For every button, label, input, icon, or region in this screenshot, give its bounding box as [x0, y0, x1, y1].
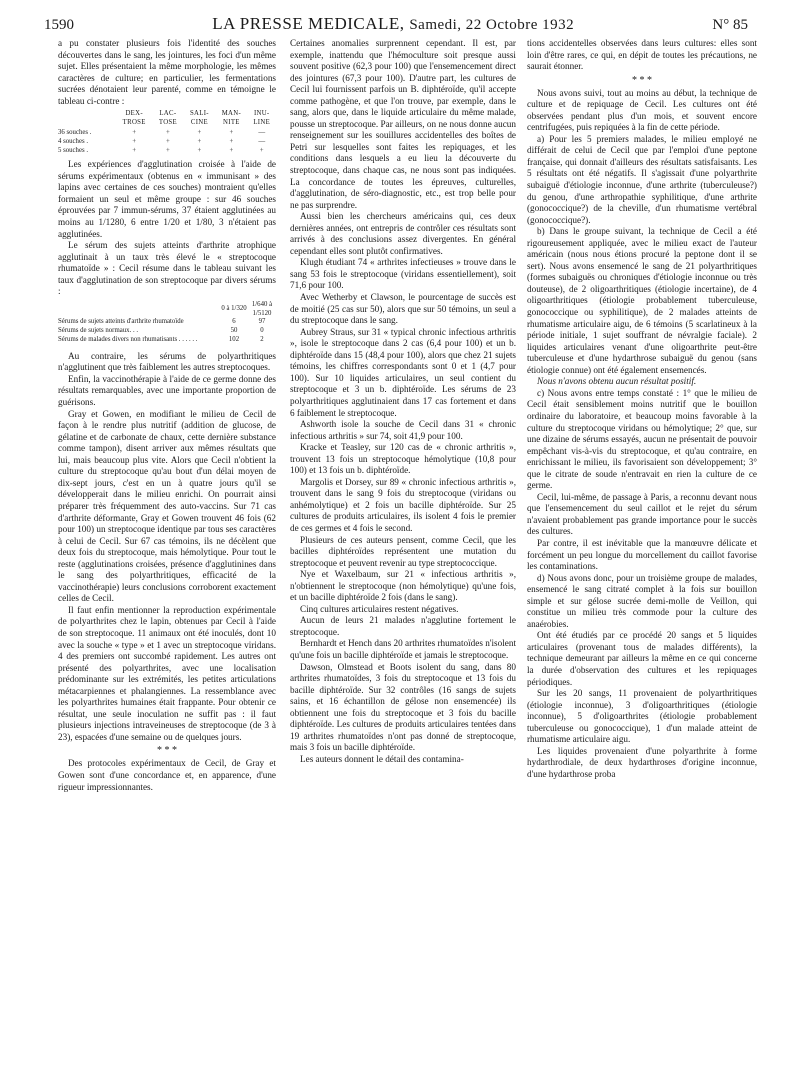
issue-number: N° 85 — [712, 17, 748, 33]
table-header-cell: DEX-TROSE — [122, 110, 146, 127]
table-row — [58, 327, 276, 336]
table-cell: 2 — [260, 336, 264, 344]
paragraph: Au contraire, les sérums de polyarthritiques n'agglutinent que très faiblement les autres streptocoques. — [58, 350, 276, 373]
table-cell: + — [229, 128, 234, 136]
paragraph: Par contre, il est inévitable que la manœuvre délicate et forcément un peu longue du morcellement du caillot favorise les contaminations. — [527, 537, 757, 572]
agglutination-table — [58, 301, 276, 345]
paragraph: Ashworth isole la souche de Cecil dans 31 « chronic infectious arthritis » sur 74, soit 41,9 pour 100. — [290, 419, 516, 441]
table-header-cell: 1/640 à 1/5120 — [251, 300, 273, 317]
table-header-cell: LAC-TOSE — [158, 110, 177, 127]
table-cell: + — [259, 147, 264, 155]
paragraph: Les expériences d'agglutination croisée à l'aide de sérums expérimentaux (obtenus en « immunisant » des lapins avec certaines de ces souches) montraient qu'elles formaient un seul et même groupe : sur 46 souches éprouvées par 7 immun-sérums, 37 étaient agglutinées au moins au 1/1280, 6 entre 1/20 et 1/80, 3 n'étaient pas agglutinées. — [58, 159, 276, 239]
table-cell: + — [132, 147, 137, 155]
table-cell: + — [197, 137, 202, 145]
paragraph: Ont été étudiés par ce procédé 20 sangs et 5 liquides articulaires (provenant tous de malades différents), la technique demeurant par ailleurs la même en ce qui concerne la durée d'observation des cultures et les repiquages périodiques. — [527, 630, 757, 687]
table-cell: 6 — [232, 318, 236, 326]
table-cell: + — [132, 137, 137, 145]
issue-date: Samedi, 22 Octobre 1932 — [409, 17, 575, 33]
row-label: Sérums de malades divers non rhumatisants . . . . . . — [58, 336, 198, 344]
paragraph: Enfin, la vaccinothérapie à l'aide de ce germe donne des résultats remarquables, avec une importante proportion de guérisons. — [58, 373, 276, 408]
paragraph: Dawson, Olmstead et Boots isolent du sang, dans 80 arthrites rhumatoïdes, 3 fois du streptocoque et 13 fois du bacille diphtéroïde. Sur 32 contrôles (16 sangs de sujets sains, et 16 échantillon de gélose non ensemencée) ils obtiennent une fois du streptocoque et 3 fois du bacille diphtéroïde. Les cultures de produits articulaires tentées dans 19 arthrites rhumatoïdes n'ont pas donné de streptocoque, mais 3 fois un bacille diphtéroïde. — [290, 661, 516, 753]
table-cell: + — [132, 128, 137, 136]
paragraph: c) Nous avons entre temps constaté : 1° que le milieu de Cecil était sensiblement moins nutritif que le bouillon ordinaire du laboratoire, et beaucoup moins favorable à la culture du streptocoque viridans ou hémolytique; 2° que, sur une dizaine de sérums essayés, aucun ne présentait de pouvoir empêchant vis-à-vis du streptocoque, et qu'au contraire, en enrichissant le milieu, ils favorisaient son développement; 3° que le citrate de soude n'entravait en rien la culture de ce germe. — [527, 387, 757, 491]
paragraph: Des protocoles expérimentaux de Cecil, de Gray et Gowen sont d'une concordance et, en apparence, d'une rigueur impressionnantes. — [58, 758, 276, 792]
paragraph: Cinq cultures articulaires restent négatives. — [300, 603, 459, 614]
column-3 — [527, 38, 757, 780]
table-row — [58, 128, 276, 137]
paragraph: Gray et Gowen, en modifiant le milieu de Cecil de façon à le rendre plus nutritif (addition de glucose, de gélatine et de carbonate de chaux, cette dernière substance comme tampon), disent arriver aux mêmes résultats que lui, mais beaucoup plus vite. Alors que Cecil n'obtient la culture du streptocoque qu'au bout d'un délai moyen de dix-sept jours, c'est en un à quatre jours qu'il se développerait dans le milieu enrichi. On pourrait ainsi préparer très fréquemment des auto-vaccins. Sur 71 cas d'arthrite déformante, Gray et Gowen trouvent 46 fois (62 pour 100) un streptocoque identique par tous ses caractères à celui de Cecil. Sur 67 cas témoins, ils ne décèlent que deux fois du streptocoque, mais hémolytique. Pour tout le reste (agglutinations croisées, présence d'agglutinines dans le sang des polyarthritiques, efficacité de la vaccinothérapie) leurs conclusions corroborent exactement celles de Cecil. — [58, 408, 276, 604]
paragraph: Nye et Waxelbaum, sur 21 « infectious arthritis », n'obtiennent le streptocoque (non hémolytique) qu'une fois, et un bacille diphtéroïde 2 fois (dans le sang). — [290, 569, 516, 603]
table-header-cell: SALI-CINE — [189, 110, 209, 127]
table-row — [58, 137, 276, 146]
paragraph: Kracke et Teasley, sur 120 cas de « chronic arthritis », trouvent 13 fois un streptocoque hémolytique (10,8 pour 100) et 13 fois un b. diphtéroïde. — [290, 442, 516, 476]
paragraph: Nous avons suivi, tout au moins au début, la technique de culture et de repiquage de Cecil. Les cultures ont été observées pendant plus d'un mois, et souvent encore centrifugées, puis repiquées à la fin de cette période. — [527, 87, 757, 133]
paragraph: Bernhardt et Hench dans 20 arthrites rhumatoïdes n'isolent qu'une fois un bacille diphtéroïde et jamais le streptocoque. — [290, 638, 516, 660]
paragraph: Aubrey Straus, sur 31 « typical chronic infectious arthritis », isole le streptocoque dans 2 cas (6,4 pour 100) et un b. diphtéroïde dans 15 (48,4 pour 100), alors que chez 21 sujets témoins, les chiffres correspondants sont 0 et 1 (4,7 pour 100). Sur 10 liquides articulaires, un seul contient du streptocoque et 3 un b. diphtéroïde. Les sérums de 23 polyarthritiques agglutinaient dans 17 cas fortement et dans 6 faiblement le streptocoque. — [290, 326, 516, 418]
paragraph: Nous n'avons obtenu aucun résultat positif. — [537, 376, 697, 387]
paragraph: b) Dans le groupe suivant, la technique de Cecil a été rigoureusement appliquée, avec le milieu exact de l'auteur américain (nous nous étions procuré la peptone dont il se sert). Nous avons ensemencé le sang de 21 polyarthritiques (formes subaiguës ou chroniques d'étiologie inconnue ou très douteuse), de 2 oligoarthritiques (étiologie incertaine), de 4 oligoarthritiques (étiologie probablement tuberculeuse, gonococcique ou syphilitique), de 2 malades atteints de rhumatisme articulaire aigu, de 6 témoins (5 scarlatineux à la période initiale, 1 sujet souffrant de névralgie faciale). 2 liquides articulaires venant d'une oligoarthrite peut-être tuberculeuse et d'une hydarthrose subaiguë du genou (sans étiologie connue) ont été également ensemencés. — [527, 226, 757, 375]
paragraph: Cecil, lui-même, de passage à Paris, a reconnu devant nous que l'ensemencement du seul caillot et le rejet du sérum n'avaient probablement pas grande importance pour le succès des cultures. — [527, 491, 757, 537]
table-row — [58, 336, 276, 345]
table-cell: — — [258, 137, 266, 145]
row-label: Sérums de sujets normaux. . . — [58, 327, 139, 335]
row-label: 5 souches . — [58, 147, 89, 155]
column-1 — [58, 38, 276, 793]
paragraph: Les liquides provenaient d'une polyarthrite à forme hydarthrodiale, de deux hydarthroses d'origine inconnue, d'une hydarthrose proba — [527, 745, 757, 779]
section-separator: * * * — [632, 74, 652, 86]
column-2 — [290, 38, 516, 765]
table-row — [58, 146, 276, 155]
table-cell: 0 — [260, 327, 264, 335]
row-label: 36 souches . — [58, 128, 92, 136]
table-header-row — [58, 301, 276, 319]
table-header-cell: MAN-NITE — [221, 110, 242, 127]
table-cell: 50 — [230, 327, 238, 335]
table-header-cell: 0 à 1/320 — [221, 305, 247, 313]
paragraph: Les auteurs donnent le détail des contamina- — [300, 753, 464, 764]
table-cell: + — [197, 128, 202, 136]
page-number: 1590 — [44, 17, 74, 33]
table-row — [58, 318, 276, 327]
paragraph: Sur les 20 sangs, 11 provenaient de polyarthritiques (étiologie inconnue), 3 d'oligoarthritiques (étiologie inconnue), 5 d'oligoarthrites (étiologie probablement tuberculeuse ou gonococcique), 1 d'un malade atteint de rhumatisme articulaire aigu. — [527, 688, 757, 745]
paragraph: Certaines anomalies surprennent cependant. Il est, par exemple, inattendu que l'hémoculture soit presque aussi souvent positive (62,3 pour 100) que l'ensemencement direct des jointures (67,3 pour 100). D'autre part, les cultures de Cecil lui fournissent parfois un B. diphtéroïde, qu'il accepte comme pathogène, et que l'on trouve, par exemple, dans le sang, alors que, dans le liquide articulaire du même malade, pousse un streptocoque. Par ailleurs, on ne nous donne aucun renseignement sur les souillures accidentelles des boîtes de Petri sur lesquelles sont faites les repiquages, et les conditions dans lesquels a eu lieu la découverte du streptocoque, dans chaque cas, ne nous sont pas indiquées. La concordance de toutes les épreuves, culturelles, d'agglutination, de séro-diagnostic, etc., est trop belle pour ne pas surprendre. — [290, 38, 516, 210]
table-cell: + — [165, 137, 170, 145]
table-header-row — [58, 109, 276, 127]
table-cell: 102 — [228, 336, 240, 344]
table-cell: + — [229, 137, 234, 145]
table-cell: + — [165, 147, 170, 155]
fermentation-table — [58, 109, 276, 155]
paragraph: Aucun de leurs 21 malades n'agglutine fortement le streptocoque. — [290, 615, 516, 637]
paragraph: Aussi bien les chercheurs américains qui, ces deux dernières années, ont entrepris de contrôler ces résultats sont arrivés à des conclusions assez divergentes. En général cependant elles sont plutôt confirmatives. — [290, 211, 516, 256]
paragraph: d) Nous avons donc, pour un troisième groupe de malades, ensemencé le sang citraté complet à la fois sur bouillon simple et sur gélose sucrée demi-molle de Veillon, qui constitue un milieu très commode pour la culture des anaérobies. — [527, 572, 757, 629]
paragraph: Margolis et Dorsey, sur 89 « chronic infectious arthritis », trouvent dans le sang 9 fois du streptocoque (viridans ou anhémolytique) et 2 fois un bacille diphtéroïde. Sur 25 cultures de produits articulaires, ils isolent 4 fois le premier de ces germes et 4 fois le second. — [290, 476, 516, 533]
table-cell: 97 — [258, 318, 266, 326]
journal-title — [212, 14, 574, 34]
row-label: 4 souches . — [58, 137, 89, 145]
paragraph: a pu constater plusieurs fois l'identité des souches découvertes dans le sang, les jointures, les foci d'un même sujet. Elles présentaient la même morphologie, les mêmes caractères de culture; en particulier, les fermentations sucrées dénotaient leur parenté, comme en témoigne le tableau ci-contre : — [58, 38, 276, 106]
section-separator: * * * — [157, 745, 177, 757]
paragraph: Il faut enfin mentionner la reproduction expérimentale de polyarthrites chez le lapin, obtenues par Cecil à l'aide de son streptocoque. 11 animaux ont été inoculés, dont 10 avec la souche « type » et 1 avec un streptocoque viridans. 4 des premiers ont succombé rapidement. Les autres ont présenté des polyarthrites, avec une localisation prédominante sur les extrémités, les petites articulations métacarpiennes et phalangiennes. La ressemblance avec les polyarthrites humaines était frappante. Pour obtenir ce résultat, une seule inoculation ne suffit pas : il faut plusieurs injections intraveineuses de streptocoque (de 3 à 23), espacées d'une semaine ou de quelques jours. — [58, 604, 276, 742]
table-cell: + — [165, 128, 170, 136]
paragraph: a) Pour les 5 premiers malades, le milieu employé ne différait de celui de Cecil que par l'emploi d'une peptone française, qui donnait d'ailleurs des résultats satisfaisants. Les 5 résultats ont été négatifs. Il s'agissait d'une polyarthrite subaiguë d'étiologie inconnue, d'une arthrite (tuberculeuse?) du genou, d'une arthropathie syphilitique, d'une arthrite (gonococcique?) de la cheville, d'un rhumatisme vertébral (gonococcique?). — [527, 133, 757, 225]
table-cell: — — [258, 128, 266, 136]
table-cell: + — [197, 147, 202, 155]
paragraph: Avec Wetherby et Clawson, le pourcentage de succès est de moitié (25 cas sur 50), alors que sur 50 témoins, un seul a du streptocoque dans le sang. — [290, 292, 516, 326]
paragraph: Le sérum des sujets atteints d'arthrite atrophique agglutinait à un taux très élevé le « streptocoque rhumatoïde » : Cecil résume dans le tableau suivant les taux d'agglutination de son streptocoque par divers sérums : — [58, 240, 276, 297]
paragraph: Klugh étudiant 74 « arthrites infectieuses » trouve dans le sang 53 fois le streptocoque (viridans essentiellement), soit 71,6 pour 100. — [290, 257, 516, 291]
table-cell: + — [229, 147, 234, 155]
page-header — [44, 14, 748, 38]
journal-name: LA PRESSE MEDICALE, — [212, 14, 405, 33]
paragraph: tions accidentelles observées dans leurs cultures: elles sont loin d'être rares, ce qui, en dépit de toutes les précautions, ne saurait étonner. — [527, 38, 757, 72]
table-header-cell: INU-LINE — [253, 110, 271, 127]
paragraph: Plusieurs de ces auteurs pensent, comme Cecil, que les bacilles diphtéroïdes représentent une mutation du streptocoque et peuvent revenir au type streptococcique. — [290, 534, 516, 568]
row-label: Sérums de sujets atteints d'arthrite rhumatoïde — [58, 318, 184, 326]
